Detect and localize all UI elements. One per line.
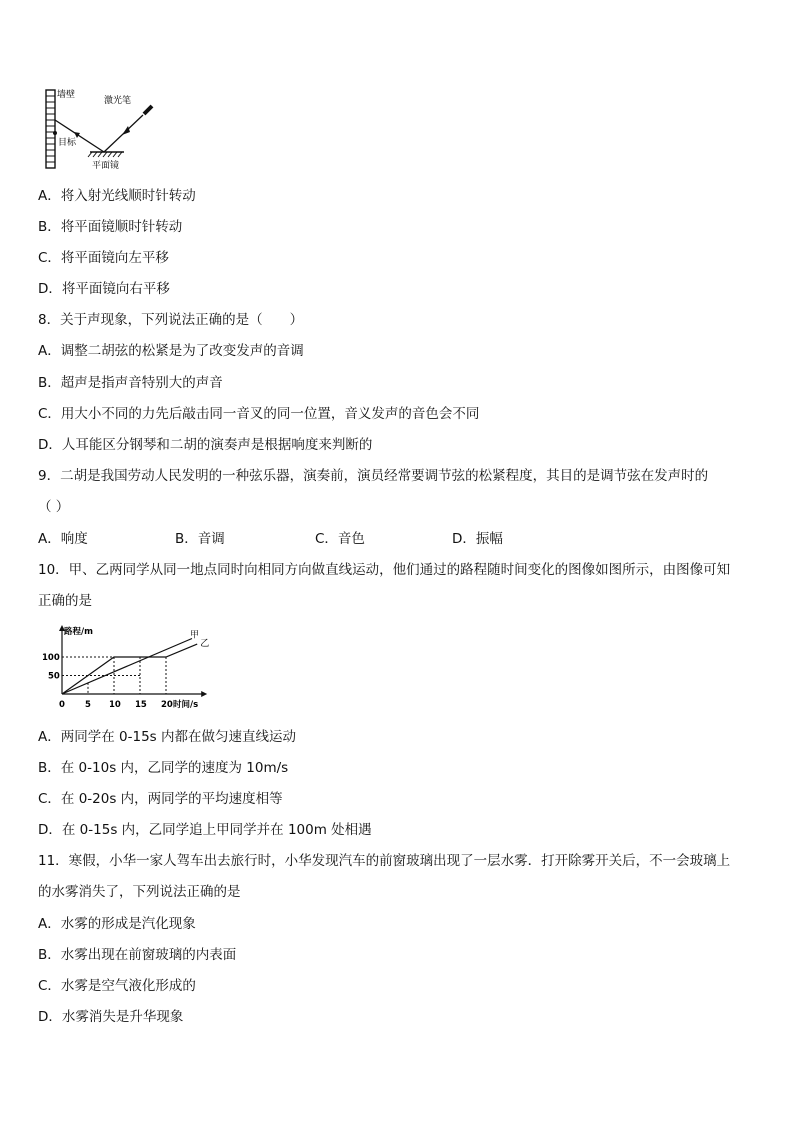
laser-label: 激光笔	[104, 96, 132, 106]
q11-option-d: D．水雾消失是升华现象	[38, 1009, 184, 1025]
distance-time-chart	[38, 622, 210, 714]
target-label: 目标	[58, 138, 77, 148]
q9-option-a: A．响度	[38, 531, 88, 547]
q10-option-d: D．在 0-15s 内，乙同学追上甲同学并在 100m 处相遇	[38, 822, 372, 838]
q10-stem-line1: 10．甲、乙两同学从同一地点同时向相同方向做直线运动，他们通过的路程随时间变化的图像如图所示，由图像可知	[38, 562, 731, 578]
mirror-label: 平面镜	[92, 161, 120, 171]
laser-pen	[144, 106, 152, 114]
x-tick-label: 20	[161, 700, 173, 710]
q7-option-b: B．将平面镜顺时针转动	[38, 219, 183, 235]
q10-option-b: B．在 0-10s 内，乙同学的速度为 10m/s	[38, 760, 289, 776]
y-tick-label: 50	[48, 671, 60, 682]
y-axis-label: 路程/m	[64, 627, 93, 637]
q9-option-d: D．振幅	[452, 531, 503, 547]
target-point	[53, 131, 57, 135]
x-axis-arrow	[201, 691, 207, 697]
q8-option-a: A．调整二胡弦的松紧是为了改变发声的音调	[38, 343, 304, 359]
x-tick-label: 15	[135, 700, 147, 710]
series-label-2: 乙	[200, 639, 210, 650]
x-axis-label: 时间/s	[173, 700, 199, 710]
q9-stem-line2: （ ）	[38, 499, 70, 515]
q10-option-c: C．在 0-20s 内，两同学的平均速度相等	[38, 791, 283, 807]
series-line-2	[62, 644, 197, 694]
x-tick-label: 0	[59, 700, 65, 710]
series-line-1	[62, 639, 192, 695]
x-tick-label: 5	[85, 700, 91, 710]
q9-stem-line1: 9．二胡是我国劳动人民发明的一种弦乐器，演奏前，演员经常要调节弦的松紧程度，其目的是调节弦在发声时的	[38, 468, 709, 484]
q7-option-c: C．将平面镜向左平移	[38, 250, 169, 266]
q11-stem-line2: 的水雾消失了，下列说法正确的是	[38, 884, 241, 900]
q10-option-a: A．两同学在 0-15s 内都在做匀速直线运动	[38, 729, 296, 745]
q7-option-d: D．将平面镜向右平移	[38, 281, 170, 297]
q11-option-b: B．水雾出现在前窗玻璃的内表面	[38, 947, 237, 963]
q11-option-a: A．水雾的形成是汽化现象	[38, 916, 196, 932]
wall-label: 墙壁	[57, 90, 76, 100]
q8-option-d: D．人耳能区分钢琴和二胡的演奏声是根据响度来判断的	[38, 437, 373, 453]
q9-option-c: C．音色	[315, 531, 365, 547]
y-tick-label: 100	[42, 653, 60, 663]
series-label-1: 甲	[190, 630, 200, 641]
q11-option-c: C．水雾是空气液化形成的	[38, 978, 196, 994]
q8-option-c: C．用大小不同的力先后敲击同一音叉的同一位置，音义发声的音色会不同	[38, 406, 480, 422]
mirror-reflection-figure	[40, 86, 165, 172]
q10-stem-line2: 正确的是	[38, 593, 92, 609]
q8-option-b: B．超声是指声音特别大的声音	[38, 375, 223, 391]
x-tick-label: 10	[109, 700, 121, 710]
q11-stem-line1: 11．寒假，小华一家人驾车出去旅行时，小华发现汽车的前窗玻璃出现了一层水雾．打开除雾开关后，不一会玻璃上	[38, 853, 731, 869]
q7-option-a: A．将入射光线顺时针转动	[38, 188, 196, 204]
q8-stem: 8．关于声现象，下列说法正确的是（ ）	[38, 312, 304, 328]
q9-option-b: B．音调	[175, 531, 225, 547]
